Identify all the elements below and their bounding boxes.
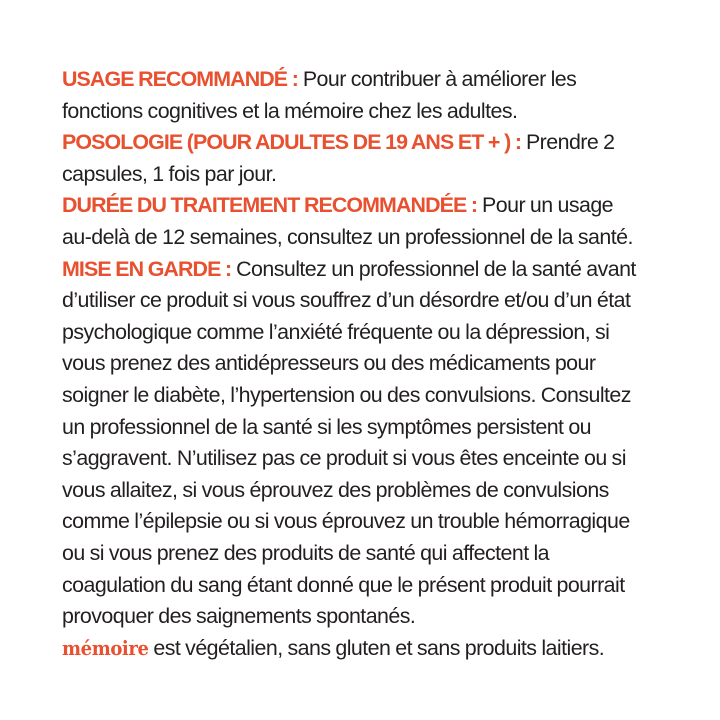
warning-text-line-3: psychologique comme l’anxiété fréquente ou la dépression, si — [62, 319, 610, 344]
usage-text-line-2: fonctions cognitives et la mémoire chez les adultes. — [62, 98, 518, 123]
warning-text-line-5: soigner le diabète, l’hypertension ou des convulsions. Consultez — [62, 382, 631, 407]
duration-text-line-1: Pour un usage — [482, 193, 614, 218]
footer-statement — [62, 633, 692, 665]
footer-text: est végétalien, sans gluten et sans produits laitiers. — [153, 635, 605, 660]
dosage-label: POSOLOGIE (POUR ADULTES DE 19 ANS ET + ) : — [62, 130, 522, 155]
brand-name: mémoire — [62, 635, 149, 660]
duration-label: DURÉE DU TRAITEMENT RECOMMANDÉE : — [62, 193, 478, 218]
warning-text-line-6: un professionnel de la santé si les symptômes persistent ou — [62, 414, 592, 439]
warning-text-line-2: d’utiliser ce produit si vous souffrez d’un désordre et/ou d’un état — [62, 288, 631, 313]
warning-section — [62, 254, 692, 633]
usage-label: USAGE RECOMMANDÉ : — [62, 67, 298, 91]
warning-text-line-8: vous allaitez, si vous éprouvez des problèmes de convulsions — [62, 477, 609, 502]
warning-label: MISE EN GARDE : — [62, 256, 232, 281]
warning-text-line-9: comme l’épilepsie ou si vous éprouvez un trouble hémorragique — [62, 509, 630, 534]
warning-text-line-7: s’aggravent. N’utilisez pas ce produit si vous êtes enceinte ou si — [62, 446, 626, 471]
usage-section — [62, 64, 692, 127]
warning-text-line-12: provoquer des saignements spontanés. — [62, 604, 416, 629]
warning-text-line-1: Consultez un professionnel de la santé avant — [236, 256, 636, 281]
dosage-text-line-1: Prendre 2 — [525, 130, 615, 155]
warning-text-line-10: ou si vous prenez des produits de santé qui affectent la — [62, 540, 550, 565]
dosage-text-line-2: capsules, 1 fois par jour. — [62, 161, 277, 186]
duration-section — [62, 190, 692, 253]
usage-text-line-1: Pour contribuer à améliorer les — [302, 67, 577, 91]
dosage-section — [62, 127, 692, 190]
duration-text-line-2: au-delà de 12 semaines, consultez un professionnel de la santé. — [62, 224, 633, 249]
warning-text-line-4: vous prenez des antidépresseurs ou des médicaments pour — [62, 351, 596, 376]
warning-text-line-11: coagulation du sang étant donné que le présent produit pourrait — [62, 572, 625, 597]
product-label-text — [62, 64, 692, 664]
